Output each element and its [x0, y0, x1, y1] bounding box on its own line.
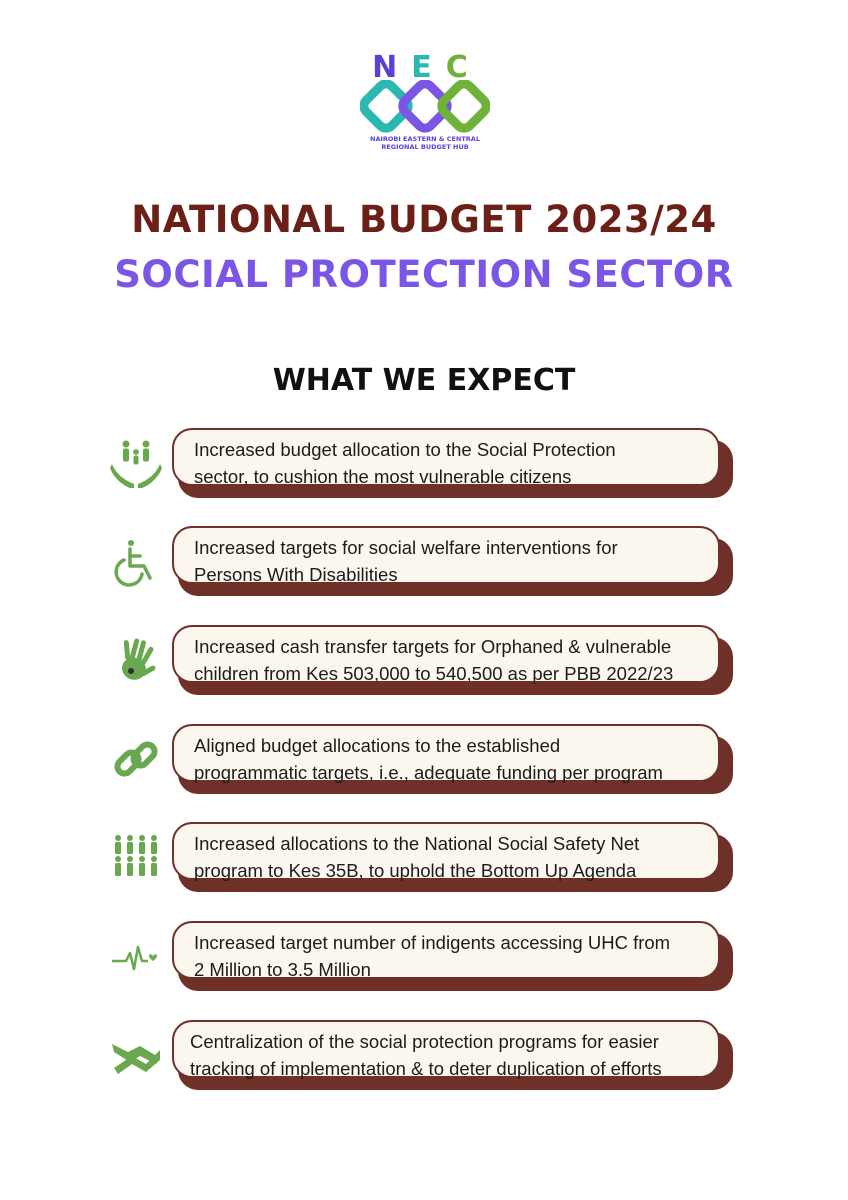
list-item	[0, 1020, 848, 1110]
linked-hands-icon	[110, 1030, 162, 1082]
expectation-box: Increased allocations to the National Social Safety Net program to Kes 35B, to uphold the Bottom Up Agenda	[172, 822, 720, 880]
expectation-box: Increased target number of indigents accessing UHC from 2 Million to 3.5 Million	[172, 921, 720, 979]
list-item	[0, 526, 848, 616]
logo-chain-icon	[360, 80, 490, 135]
list-item	[0, 428, 848, 518]
people-group-icon	[110, 832, 162, 884]
expectation-box: Centralization of the social protection programs for easier tracking of implementation & to deter duplication of efforts	[172, 1020, 720, 1078]
section-heading: WHAT WE EXPECT	[272, 363, 576, 398]
expectation-box: Increased cash transfer targets for Orphaned & vulnerable children from Kes 503,000 to 540,500 as per PBB 2022/23	[172, 625, 720, 683]
nec-logo	[360, 50, 490, 170]
page-subtitle: SOCIAL PROTECTION SECTOR	[114, 253, 734, 296]
list-item	[0, 724, 848, 814]
list-item	[0, 625, 848, 715]
list-item	[0, 921, 848, 1011]
heartbeat-icon	[110, 931, 162, 983]
expectation-box: Increased budget allocation to the Social Protection sector, to cushion the most vulnerable citizens	[172, 428, 720, 486]
logo-subtitle-line2: REGIONAL BUDGET HUB	[381, 143, 469, 151]
hand-print-icon	[110, 635, 162, 687]
expectation-box: Aligned budget allocations to the established programmatic targets, i.e., adequate funding per program	[172, 724, 720, 782]
page-title: NATIONAL BUDGET 2023/24	[131, 198, 717, 241]
chain-link-icon	[110, 734, 162, 786]
family-hands-icon	[110, 438, 162, 490]
list-item	[0, 822, 848, 912]
logo-subtitle-line1: NAIROBI EASTERN & CENTRAL	[370, 135, 480, 143]
expectation-box: Increased targets for social welfare interventions for Persons With Disabilities	[172, 526, 720, 584]
logo-letters: NEC	[372, 50, 482, 85]
wheelchair-icon	[110, 536, 162, 588]
